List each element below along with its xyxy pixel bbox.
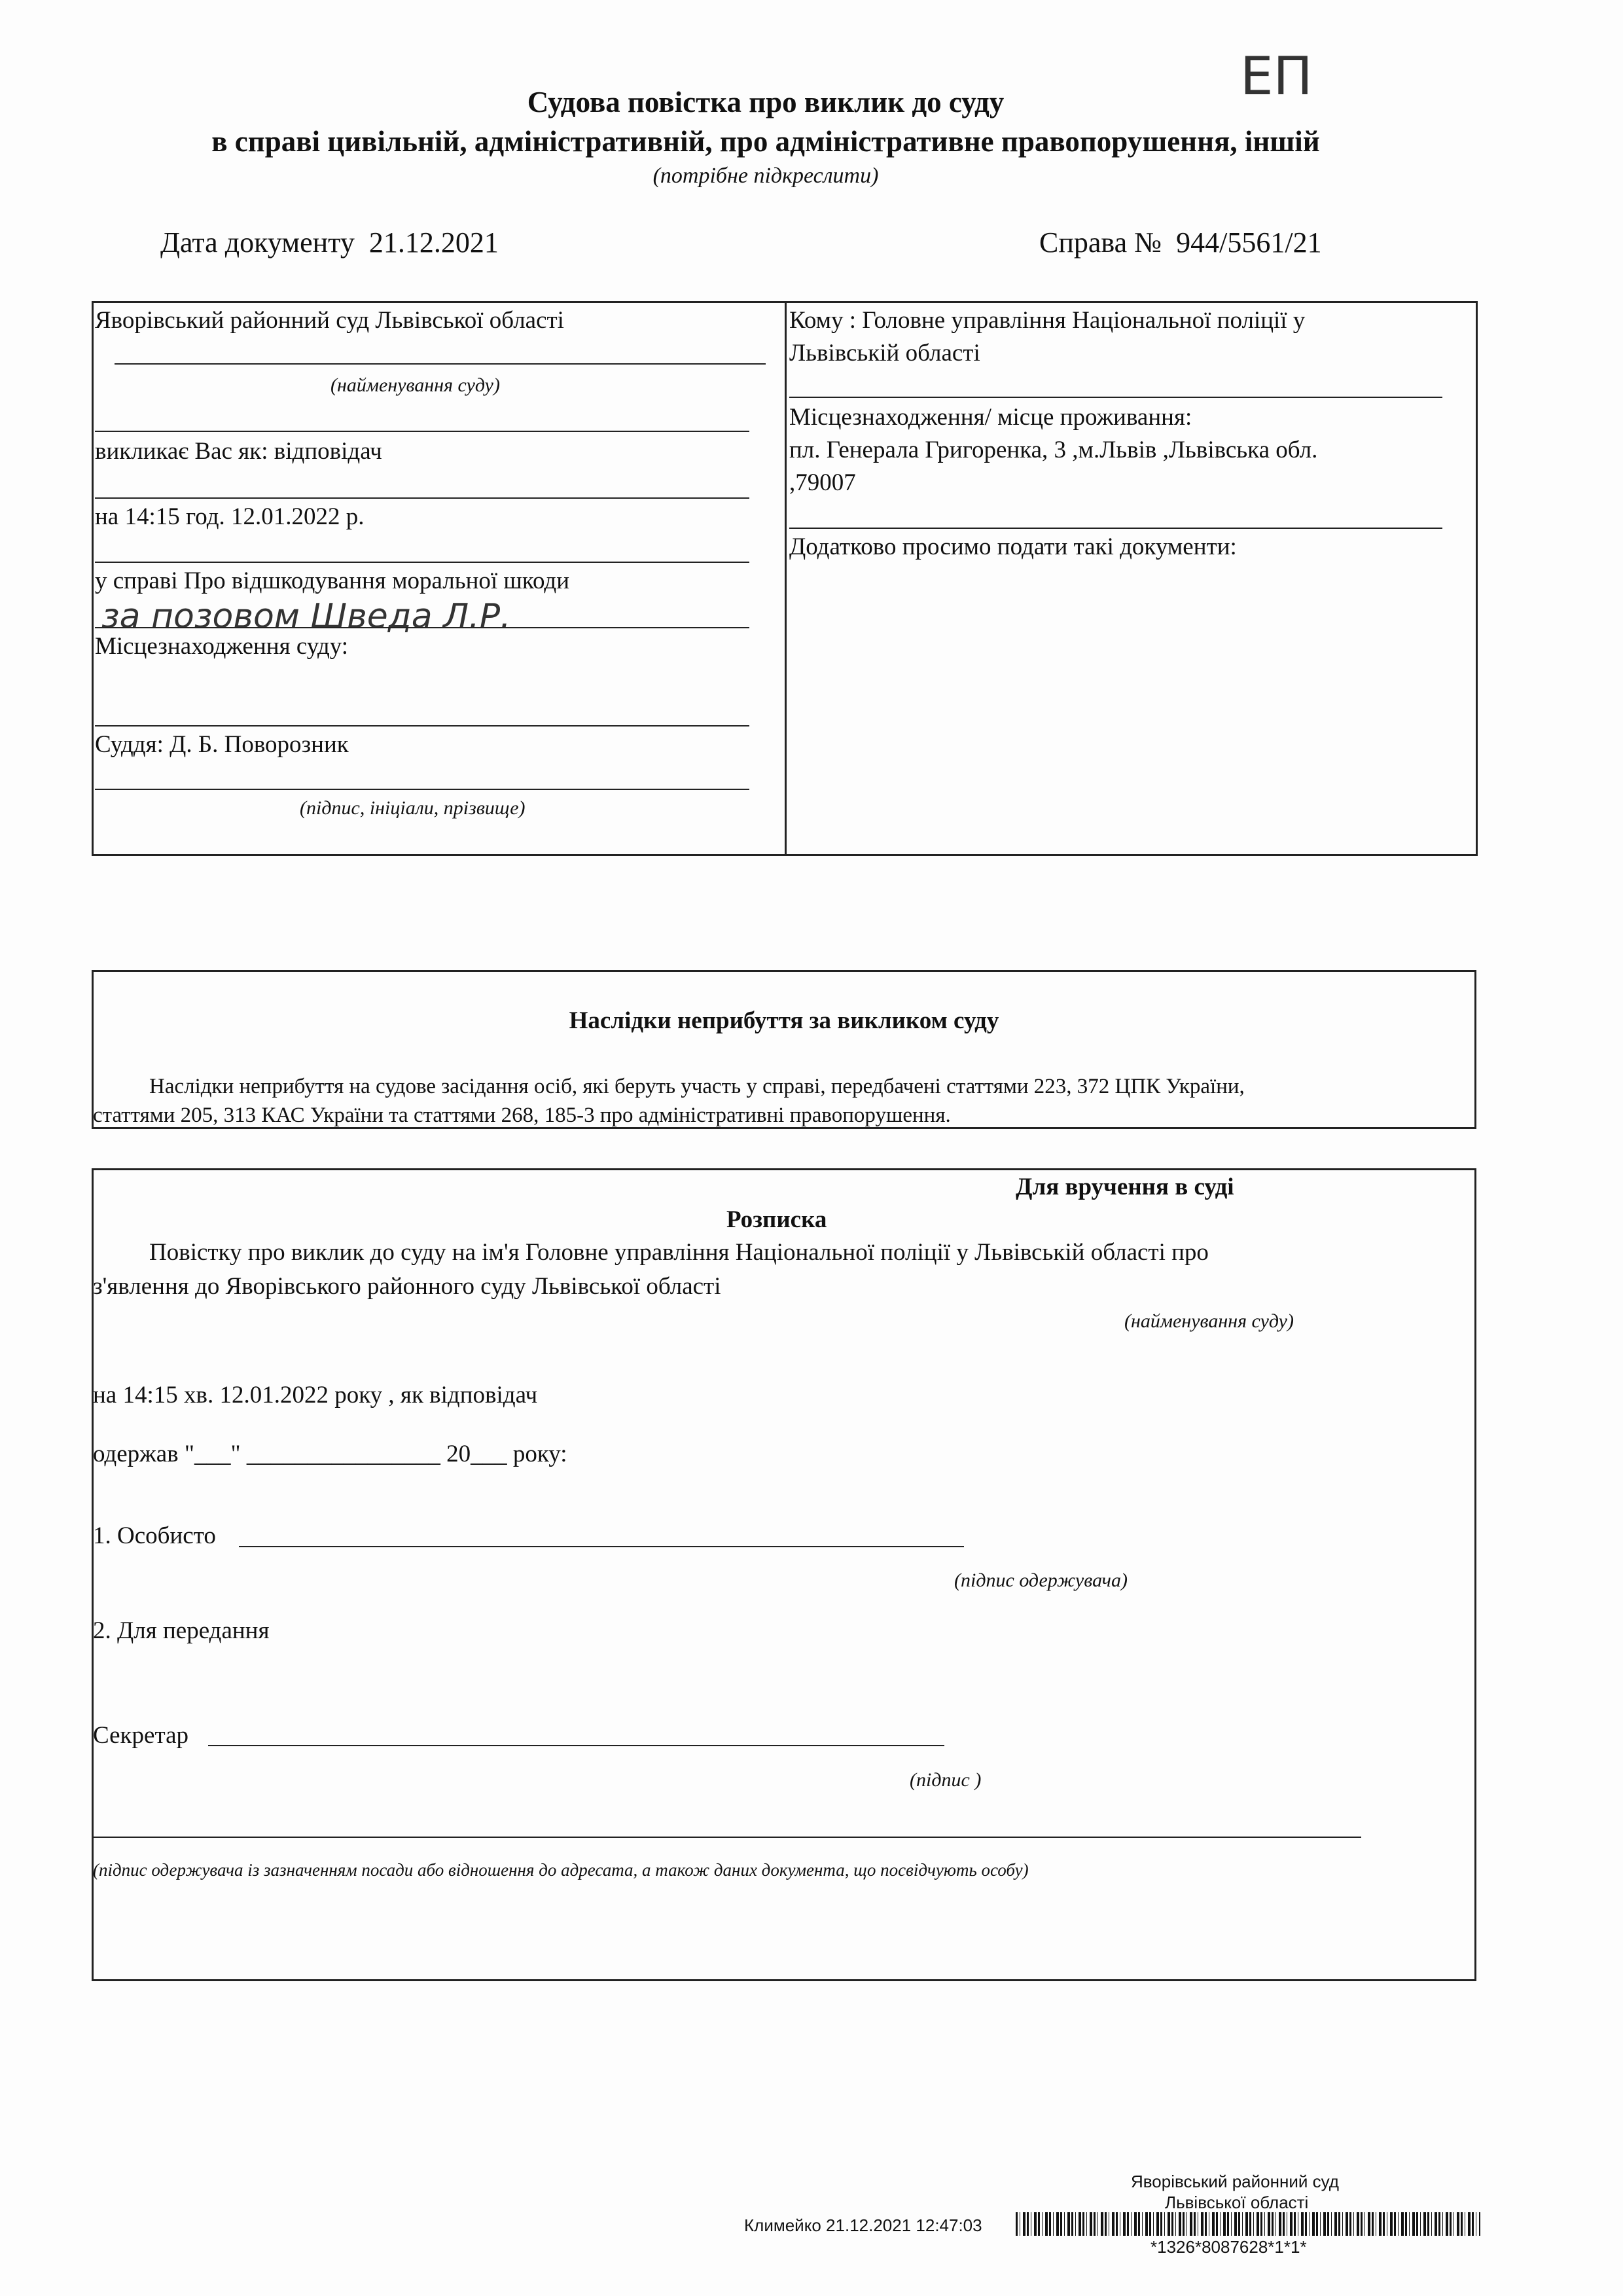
- secretary-sign-line: [208, 1745, 944, 1746]
- time-line: [95, 562, 749, 563]
- personal-sign-line: [239, 1546, 964, 1547]
- case-number-value: 944/5561/21: [1176, 226, 1322, 259]
- stamp-court-line1: Яворівський районний суд: [1131, 2172, 1339, 2191]
- barcode-text: *1326*8087628*1*1*: [1150, 2237, 1307, 2257]
- receipt-transfer: 2. Для передання: [93, 1617, 270, 1644]
- court-name: Яворівський районний суд Львівської області: [95, 307, 564, 334]
- receipt-received: одержав "___" ________________ 20___ року:: [93, 1441, 567, 1467]
- barcode: [1016, 2212, 1480, 2236]
- role-line: [95, 497, 749, 499]
- extra-documents: Додатково просимо подати такі документи:: [789, 533, 1237, 560]
- recipient-sign-label: (підпис одержувача): [954, 1570, 1128, 1591]
- document-date: [160, 226, 499, 259]
- receipt-time: на 14:15 хв. 12.01.2022 року , як відповідач: [93, 1382, 538, 1408]
- hearing-time: на 14:15 год. 12.01.2022 р.: [95, 503, 365, 530]
- corner-mark: ЕП: [1240, 46, 1313, 107]
- court-location: Місцезнаходження суду:: [95, 633, 349, 660]
- underline-note: (потрібне підкреслити): [652, 164, 879, 188]
- address-label: Місцезнаходження/ місце проживання:: [789, 404, 1192, 431]
- court-name-label: (найменування суду): [330, 374, 500, 396]
- receipt-title: Розписка: [726, 1206, 827, 1233]
- address-line: [789, 528, 1442, 529]
- document-date-label: Дата документу: [160, 226, 355, 259]
- receipt-personal: 1. Особисто: [93, 1522, 216, 1549]
- document-title-line1: Судова повістка про виклик до суду: [527, 86, 1005, 118]
- consequences-text-line2: статтями 205, 313 КАС України та статтями 268, 185-3 про адміністративні правопорушення.: [93, 1103, 951, 1127]
- judge-sign-label: (підпис, ініціали, прізвище): [300, 797, 526, 819]
- receipt-footer-line: [93, 1837, 1361, 1838]
- receipt-secretary: Секретар: [93, 1722, 188, 1749]
- stamp-court-line2: Львівської області: [1165, 2193, 1309, 2212]
- recipient-line: [789, 397, 1442, 398]
- secretary-sign-label: (підпис ): [910, 1769, 982, 1791]
- case-subject: у справі Про відшкодування моральної шкоди: [95, 567, 570, 594]
- address-line2: ,79007: [789, 469, 856, 496]
- address-line1: пл. Генерала Григоренка, 3 ,м.Львів ,Львівська обл.: [789, 437, 1318, 463]
- case-line: [95, 627, 749, 628]
- location-line: [95, 725, 749, 726]
- case-number-label: Справа №: [1039, 226, 1162, 259]
- summons-column-divider: [785, 301, 787, 856]
- receipt-footer-note: (підпис одержувача із зазначенням посади або відношення до адресата, а також даних документа, що посвідчують особу): [93, 1860, 1029, 1880]
- handwritten-plaintiff: за позовом Шведа Л.Р.: [101, 597, 511, 636]
- court-name-line: [115, 363, 766, 365]
- receipt-line1: Повістку про виклик до суду на ім'я Головне управління Національної поліції у Львівській області про: [149, 1239, 1209, 1266]
- summons-role: викликає Вас як: відповідач: [95, 438, 382, 465]
- recipient-line1: Кому : Головне управління Національної поліції у: [789, 307, 1306, 334]
- document-date-value: 21.12.2021: [368, 226, 499, 259]
- consequences-title: Наслідки неприбуття за викликом суду: [569, 1007, 999, 1034]
- judge-name: Суддя: Д. Б. Поворозник: [95, 731, 349, 758]
- receipt-court-label: (найменування суду): [1124, 1310, 1294, 1332]
- stamp-clerk: Климейко 21.12.2021 12:47:03: [744, 2215, 982, 2235]
- court-label-line: [95, 431, 749, 432]
- recipient-line2: Львівській області: [789, 340, 980, 367]
- document-title-line2: в справі цивільній, адміністративній, про адміністративне правопорушення, іншій: [211, 125, 1320, 158]
- consequences-text-line1: Наслідки неприбуття на судове засідання осіб, які беруть участь у справі, передбачені статтями 223, 372 ЦПК України,: [149, 1075, 1245, 1098]
- receipt-line2: з'явлення до Яворівського районного суду Львівської області: [93, 1273, 721, 1300]
- judge-line: [95, 789, 749, 790]
- for-court-delivery: Для вручення в суді: [1016, 1174, 1234, 1200]
- case-number: [1039, 226, 1322, 259]
